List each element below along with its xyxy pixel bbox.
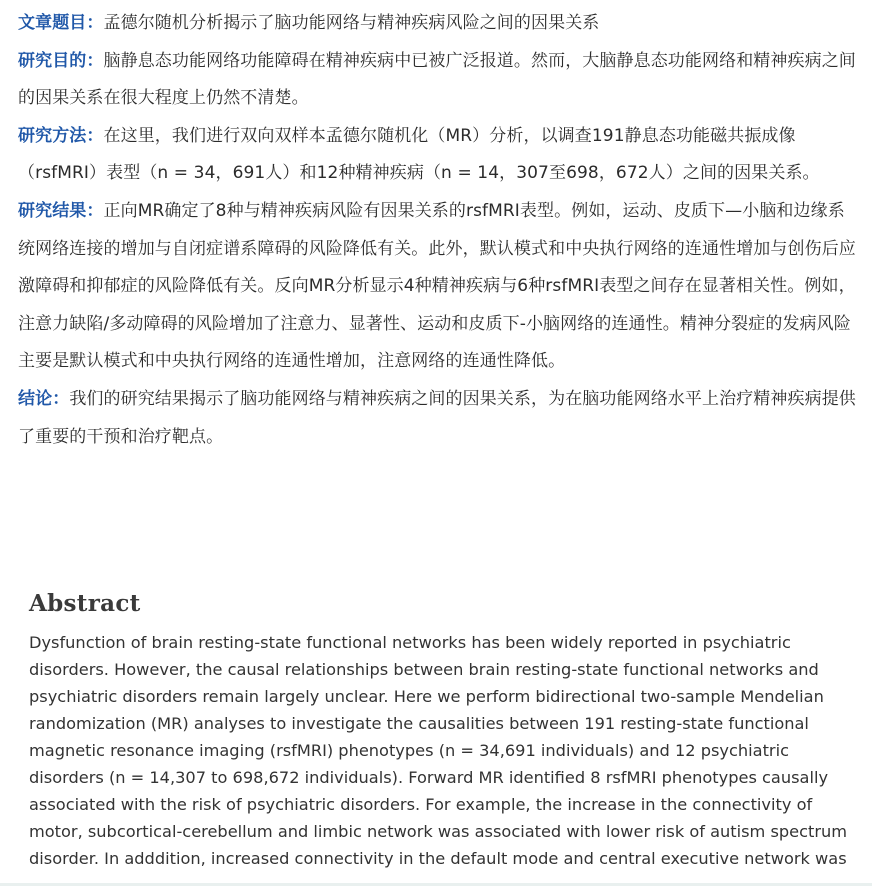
conclusion-label: 结论：: [18, 388, 70, 409]
chinese-summary: [18, 5, 856, 456]
purpose-label: 研究目的：: [18, 50, 104, 71]
summary-purpose-paragraph: [18, 43, 856, 118]
abstract-section: [29, 590, 849, 872]
results-label: 研究结果：: [18, 200, 104, 221]
title-label: 文章题目：: [18, 13, 104, 33]
summary-methods-paragraph: [18, 118, 856, 193]
methods-text: 在这里，我们进行双向双样本孟德尔随机化（MR）分析，以调查191静息态功能磁共振成像（rsfMRI）表型（n = 34，691人）和12种精神疾病（n = 14，307至698，672人）之间的因果关系。: [18, 125, 820, 184]
methods-label: 研究方法：: [18, 125, 104, 146]
conclusion-text: 我们的研究结果揭示了脑功能网络与精神疾病之间的因果关系，为在脑功能网络水平上治疗精神疾病提供了重要的干预和治疗靶点。: [18, 388, 856, 447]
title-text: 孟德尔随机分析揭示了脑功能网络与精神疾病风险之间的因果关系: [103, 13, 600, 33]
abstract-body: Dysfunction of brain resting-state functional networks has been widely reported in psychiatric disorders. However, the causal relationships between brain resting-state functional networks and psychiatric disorders remain largely unclear. Here we perform bidirectional two-sample Mendelian randomization (MR) analyses to investigate the causalities between 191 resting-state functional magnetic resonance imaging (rsfMRI) phenotypes (n = 34,691 individuals) and 12 psychiatric disorders (n = 14,307 to 698,672 individuals). Forward MR identified 8 rsfMRI phenotypes causally associated with the risk of psychiatric disorders. For example, the increase in the connectivity of motor, subcortical-cerebellum and limbic network was associated with lower risk of autism spectrum disorder. In adddition, increased connectivity in the default mode and central executive network was: [29, 633, 848, 868]
abstract-heading: Abstract: [29, 590, 141, 617]
summary-conclusion-paragraph: [18, 381, 856, 456]
summary-title-paragraph: [18, 5, 856, 43]
purpose-text: 脑静息态功能网络功能障碍在精神疾病中已被广泛报道。然而，大脑静息态功能网络和精神疾病之间的因果关系在很大程度上仍然不清楚。: [18, 50, 856, 109]
results-text: 正向MR确定了8种与精神疾病风险有因果关系的rsfMRI表型。例如，运动、皮质下—小脑和边缘系统网络连接的增加与自闭症谱系障碍的风险降低有关。此外，默认模式和中央执行网络的连通性增加与创伤后应激障碍和抑郁症的风险降低有关。反向MR分析显示4种精神疾病与6种rsfMRI表型之间存在显著相关性。例如，注意力缺陷/多动障碍的风险增加了注意力、显著性、运动和皮质下-小脑网络的连通性。精神分裂症的发病风险主要是默认模式和中央执行网络的连通性增加，注意网络的连通性降低。: [18, 200, 856, 372]
summary-results-paragraph: [18, 193, 856, 381]
